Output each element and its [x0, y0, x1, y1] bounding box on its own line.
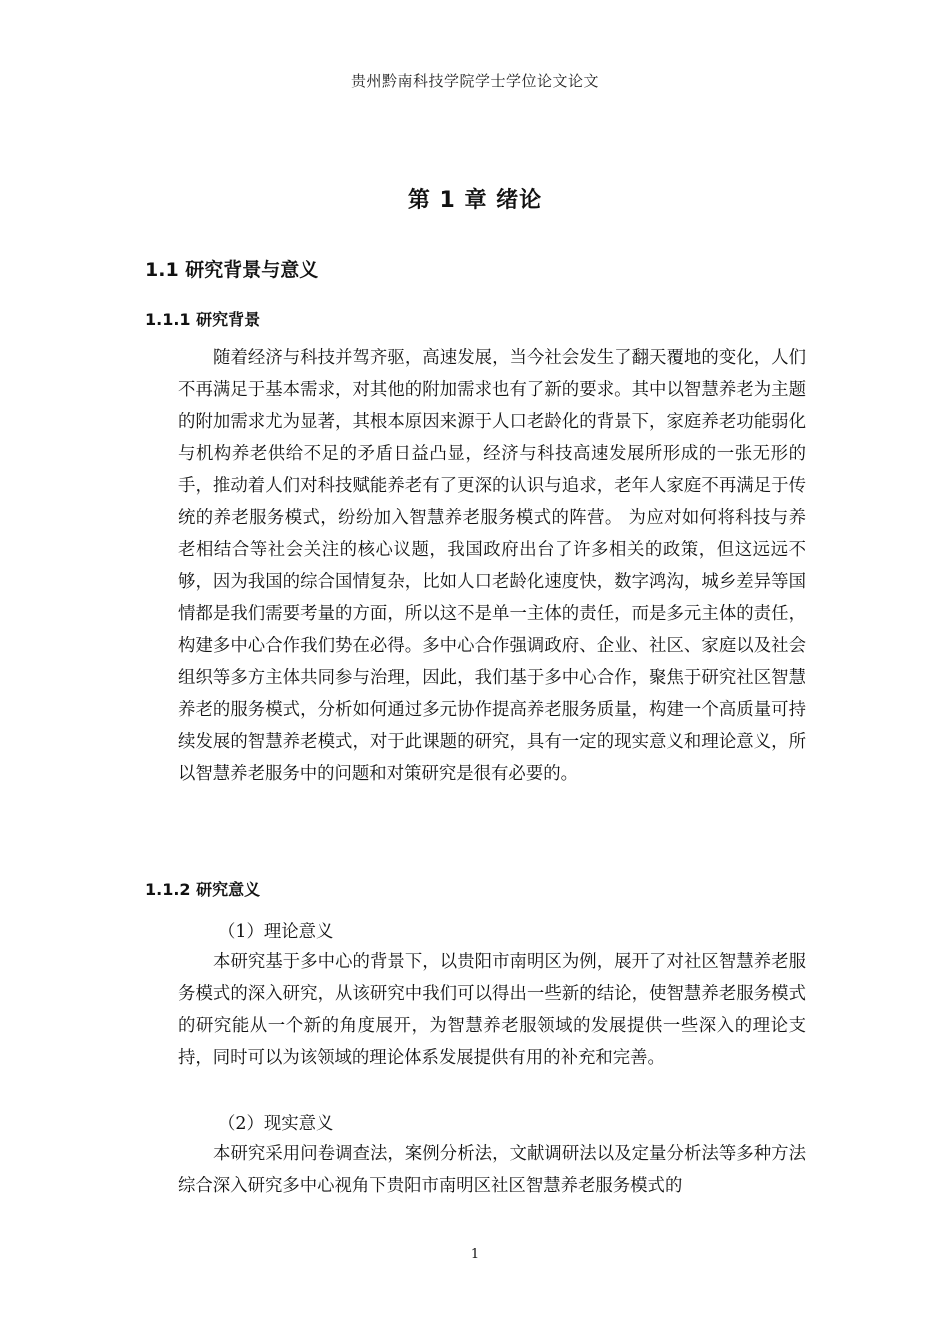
page-number: 1	[470, 1247, 480, 1262]
chapter-title: 第 1 章 绪论	[407, 188, 543, 213]
section-heading-1-1: 1.1 研究背景与意义	[145, 259, 319, 281]
header-rule	[147, 98, 803, 99]
practical-significance-label: （2）现实意义	[218, 1114, 334, 1134]
running-header: 贵州黔南科技学院学士学位论文论文	[350, 72, 599, 90]
practical-significance-paragraph: 本研究采用问卷调查法，案例分析法，文献调研法以及定量分析法等多种方法综合深入研究多中心视角下贵阳市南明区社区智慧养老服务模式的	[178, 1144, 806, 1196]
research-background-paragraph: 随着经济与科技并驾齐驱，高速发展，当今社会发生了翻天覆地的变化，人们不再满足于基本需求，对其他的附加需求也有了新的要求。其中以智慧养老为主题的附加需求尤为显著，其根本原因来源于人口老龄化的背景下，家庭养老功能弱化与机构养老供给不足的矛盾日益凸显，经济与科技高速发展所形成的一张无形的手，推动着人们对科技赋能养老有了更深的认识与追求，老年人家庭不再满足于传统的养老服务模式，纷纷加入智慧养老服务模式的阵营。 为应对如何将科技与养老相结合等社会关注的核心议题，我国政府出台了许多相关的政策，但这远远不够，因为我国的综合国情复杂，比如人口老龄化速度快，数字鸿沟，城乡差异等国情都是我们需要考量的方面，所以这不是单一主体的责任，而是多元主体的责任，构建多中心合作我们势在必得。多中心合作强调政府、企业、社区、家庭以及社会组织等多方主体共同参与治理，因此，我们基于多中心合作，聚焦于研究社区智慧养老的服务模式，分析如何通过多元协作提高养老服务质量，构建一个高质量可持续发展的智慧养老模式，对于此课题的研究，具有一定的现实意义和理论意义，所以智慧养老服务中的问题和对策研究是很有必要的。	[178, 348, 806, 784]
theory-significance-paragraph: 本研究基于多中心的背景下，以贵阳市南明区为例，展开了对社区智慧养老服务模式的深入研究，从该研究中我们可以得出一些新的结论，使智慧养老服务模式的研究能从一个新的角度展开，为智慧养老服领域的发展提供一些深入的理论支持，同时可以为该领域的理论体系发展提供有用的补充和完善。	[178, 952, 806, 1068]
section-heading-1-1-2: 1.1.2 研究意义	[145, 880, 261, 899]
section-heading-1-1-1: 1.1.1 研究背景	[145, 310, 261, 329]
theory-significance-label: （1）理论意义	[218, 922, 334, 942]
